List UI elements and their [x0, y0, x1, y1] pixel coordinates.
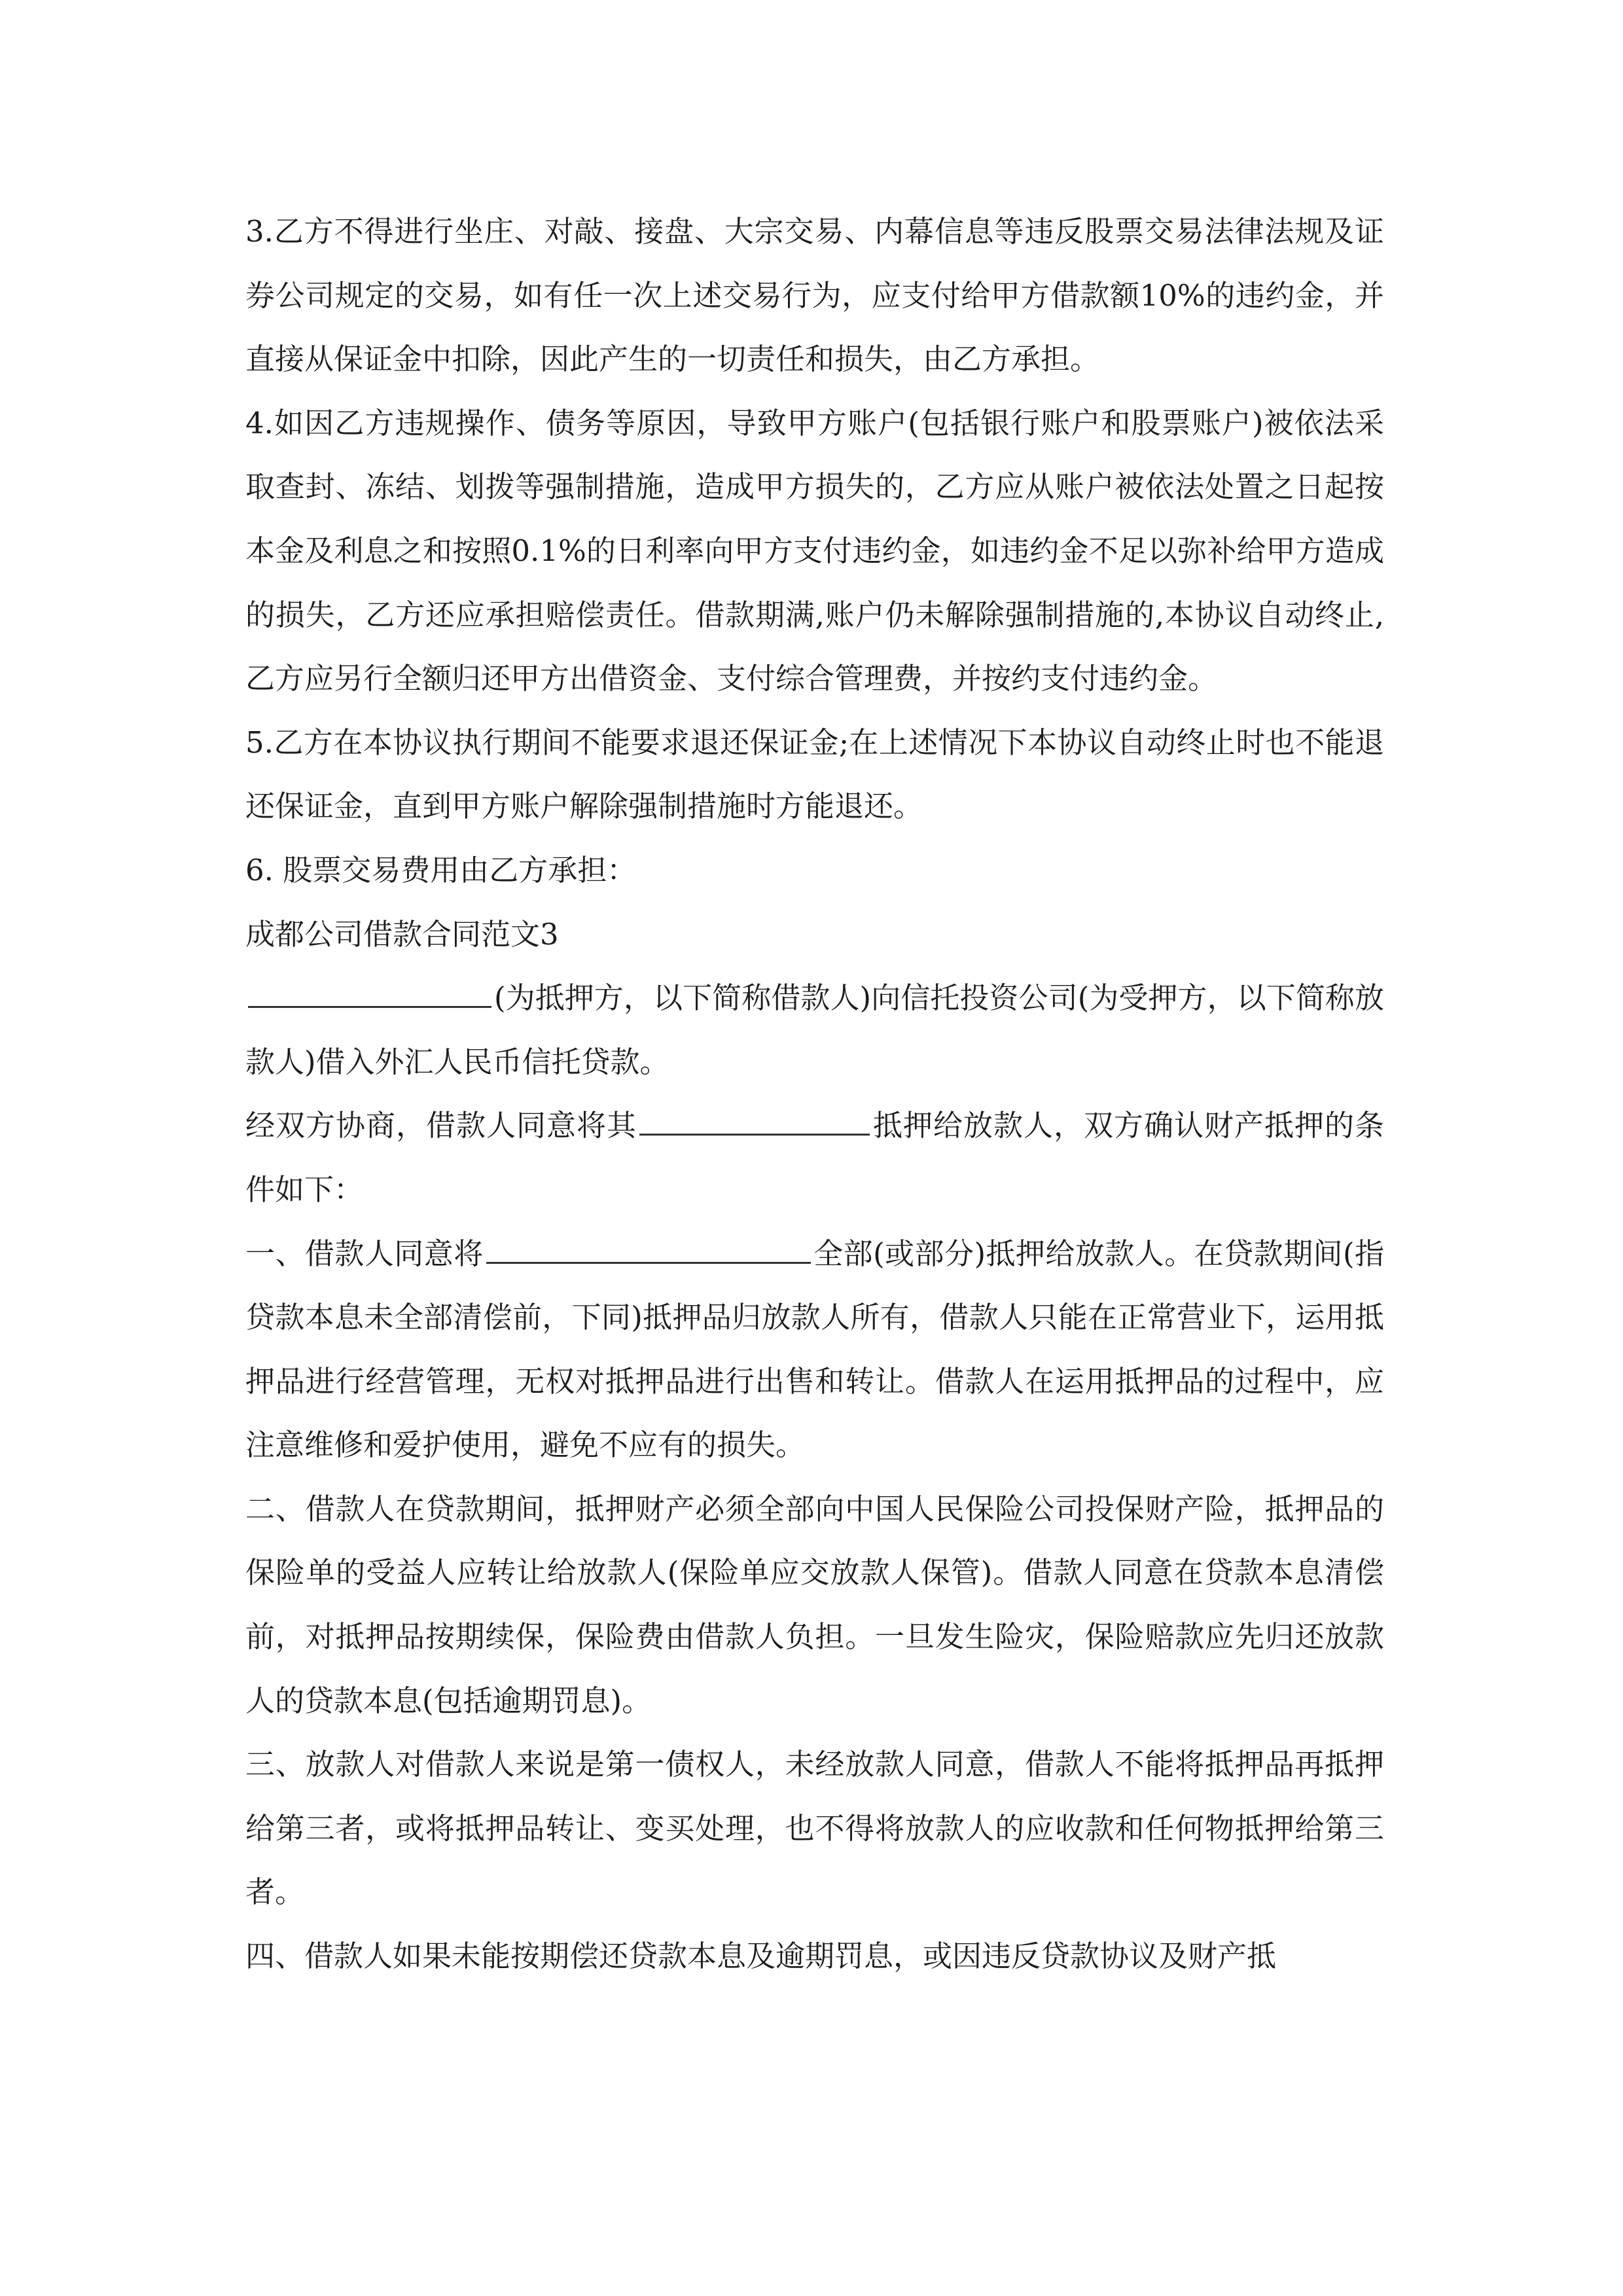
- clause-5: 5.乙方在本协议执行期间不能要求退还保证金;在上述情况下本协议自动终止时也不能退还保证金，直到甲方账户解除强制措施时方能退还。: [245, 725, 1384, 824]
- condition-2: 二、借款人在贷款期间，抵押财产必须全部向中国人民保险公司投保财产险，抵押品的保险单的受益人应转让给放款人(保险单应交放款人保管)。借款人同意在贷款本息清偿前，对抵押品按期续保，保险费由借款人负担。一旦发生险灾，保险赔款应先归还放款人的贷款本息(包括逾期罚息)。: [245, 1491, 1384, 1718]
- fill-in-blank-pledged-item: [486, 1236, 811, 1264]
- condition-3: 三、放款人对借款人来说是第一债权人，未经放款人同意，借款人不能将抵押品再抵押给第三者，或将抵押品转让、变买处理，也不得将放款人的应收款和任何物抵押给第三者。: [245, 1747, 1384, 1910]
- condition-1-text-before: 一、借款人同意将: [245, 1236, 484, 1271]
- consultation-text-before: 经双方协商，借款人同意将其: [245, 1108, 637, 1143]
- fill-in-blank-collateral: [639, 1107, 870, 1136]
- consultation-text-after: 抵押给放款人，双方确认财产抵押的条件如下：: [245, 1108, 1384, 1207]
- condition-1: [245, 1222, 1384, 1477]
- intro-paragraph: [245, 966, 1384, 1094]
- intro-text: (为抵押方，以下简称借款人)向信托投资公司(为受押方，以下简称放款人)借入外汇人民币信托贷款。: [245, 980, 1384, 1079]
- section-title: 成都公司借款合同范文3: [245, 916, 559, 952]
- condition-4: 四、借款人如果未能按期偿还贷款本息及逾期罚息，或因违反贷款协议及财产抵: [245, 1939, 1277, 1974]
- clause-3: 3.乙方不得进行坐庄、对敲、接盘、大宗交易、内幕信息等违反股票交易法律法规及证券公司规定的交易，如有任一次上述交易行为，应支付给甲方借款额10%的违约金，并直接从保证金中扣除，因此产生的一切责任和损失，由乙方承担。: [245, 214, 1384, 377]
- document-body: [245, 200, 1384, 1988]
- clause-6: 6. 股票交易费用由乙方承担：: [245, 852, 637, 888]
- consultation-paragraph: [245, 1094, 1384, 1221]
- clause-4: 4.如因乙方违规操作、债务等原因，导致甲方账户(包括银行账户和股票账户)被依法采取查封、冻结、划拨等强制措施，造成甲方损失的，乙方应从账户被依法处置之日起按本金及利息之和按照0.1%的日利率向甲方支付违约金，如违约金不足以弥补给甲方造成的损失，乙方还应承担赔偿责任。借款期满,账户仍未解除强制措施的,本协议自动终止,乙方应另行全额归还甲方出借资金、支付综合管理费，并按约支付违约金。: [245, 405, 1384, 696]
- fill-in-blank-borrower: [248, 980, 491, 1008]
- condition-1-text-after: 全部(或部分)抵押给放款人。在贷款期间(指贷款本息未全部清偿前，下同)抵押品归放款人所有，借款人只能在正常营业下，运用抵押品进行经营管理，无权对抵押品进行出售和转让。借款人在运用抵押品的过程中，应注意维修和爱护使用，避免不应有的损失。: [245, 1236, 1384, 1463]
